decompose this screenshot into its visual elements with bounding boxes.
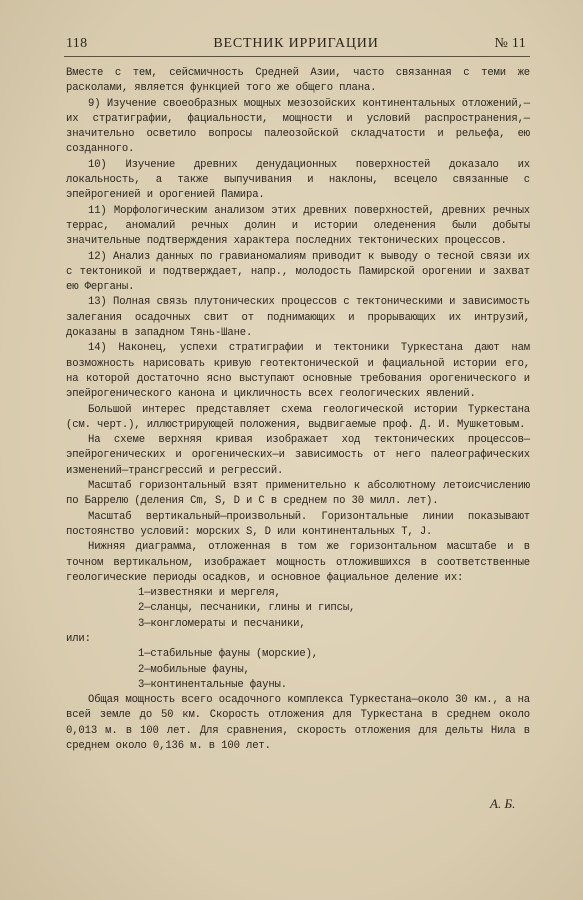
page-header (66, 36, 526, 56)
paragraph: 9) Изучение своеобразных мощных мезозойских континентальных отложений,—их стратиграфии, фациальности, мощности и условий распространения,—значительно осветило вопросы палеозойской складчатости и рельефа, ею созданного. (66, 97, 530, 156)
list-item: 1—известняки и мергеля, (138, 587, 281, 600)
list-item: 2—сланцы, песчаники, глины и гипсы, (138, 602, 356, 615)
paragraph: Вместе с тем, сейсмичность Средней Азии, часто связанная с теми же расколами, является функцией того же общего плана. (66, 67, 530, 95)
list-item: 3—конгломераты и песчаники, (138, 617, 306, 630)
or-label: или: (66, 632, 91, 645)
fauna-list (66, 647, 530, 693)
article-body (66, 66, 530, 754)
facies-list (66, 586, 530, 632)
journal-title: ВЕСТНИК ИРРИГАЦИИ (213, 36, 379, 51)
paragraph: 14) Наконец, успехи стратиграфии и тектоники Туркестана дают нам возможность нарисовать кривую геотектонической и фациальной истории его, на которой достаточно ясно выступают основные требования орогенического и эпейрогенического канона и цикличность всех геологических явлений. (66, 342, 530, 401)
paragraph: Масштаб вертикальный—произвольный. Горизонтальные линии показывают постоянство условий: морских S, D или континентальных T, J. (66, 510, 530, 538)
issue-number: № 11 (494, 36, 526, 51)
paragraph: Общая мощность всего осадочного комплекса Туркестана—около 30 км., а на всей земле до 50 км. Скорость отложения для Туркестана в среднем около 0,013 м. в 100 лет. Для сравнения, скорость отложения для дельты Нила в среднем около 0,136 м. в 100 лет. (66, 694, 530, 753)
paragraph: Нижняя диаграмма, отложенная в том же горизонтальном масштабе и в точном вертикальном, изображает мощность отложившихся в соответственные геологические периоды осадков, и основное фациальное деление их: (66, 541, 530, 584)
header-rule (64, 56, 530, 57)
paragraph: 10) Изучение древних денудационных поверхностей доказало их локальность, а также выпучивания и наклоны, всецело связанные с эпейрогенией и орогенией Памира. (66, 158, 530, 202)
paragraph: Масштаб горизонтальный взят применительно к абсолютному летоисчислению по Баррелю (деления Cm, S, D и C в среднем по 30 милл. лет). (66, 480, 530, 508)
paragraph: 12) Анализ данных по гравианомалиям приводит к выводу о тесной связи их с тектоникой и подтверждает, напр., молодость Памирской орогении и захват ею Ферганы. (66, 250, 530, 294)
paragraph: 11) Морфологическим анализом этих древних поверхностей, древних речных террас, аномалий речных долин и истории оледенения были добыты значительные подтверждения характера последних тектонических процессов. (66, 204, 530, 248)
author-signature: А. Б. (490, 796, 516, 811)
list-item: 3—континентальные фауны. (138, 678, 287, 691)
list-item: 2—мобильные фауны, (138, 663, 250, 676)
page-number: 118 (66, 36, 88, 51)
paragraph: 13) Полная связь плутонических процессов с тектоническими и зависимость залегания осадочных свит от поднимающих и прорывающих их интрузий, доказаны в западном Тянь-Шане. (66, 296, 530, 340)
paragraph: На схеме верхняя кривая изображает ход тектонических процессов—эпейрогенических и орогенических—и зависимость от него палеографических изменений—трансгрессий и регрессий. (66, 434, 530, 477)
paragraph: Большой интерес представляет схема геологической истории Туркестана (см. черт.), иллюстрирующей положения, выдвигаемые проф. Д. И. Мушкетовым. (66, 403, 530, 431)
list-item: 1—стабильные фауны (морские), (138, 648, 319, 661)
